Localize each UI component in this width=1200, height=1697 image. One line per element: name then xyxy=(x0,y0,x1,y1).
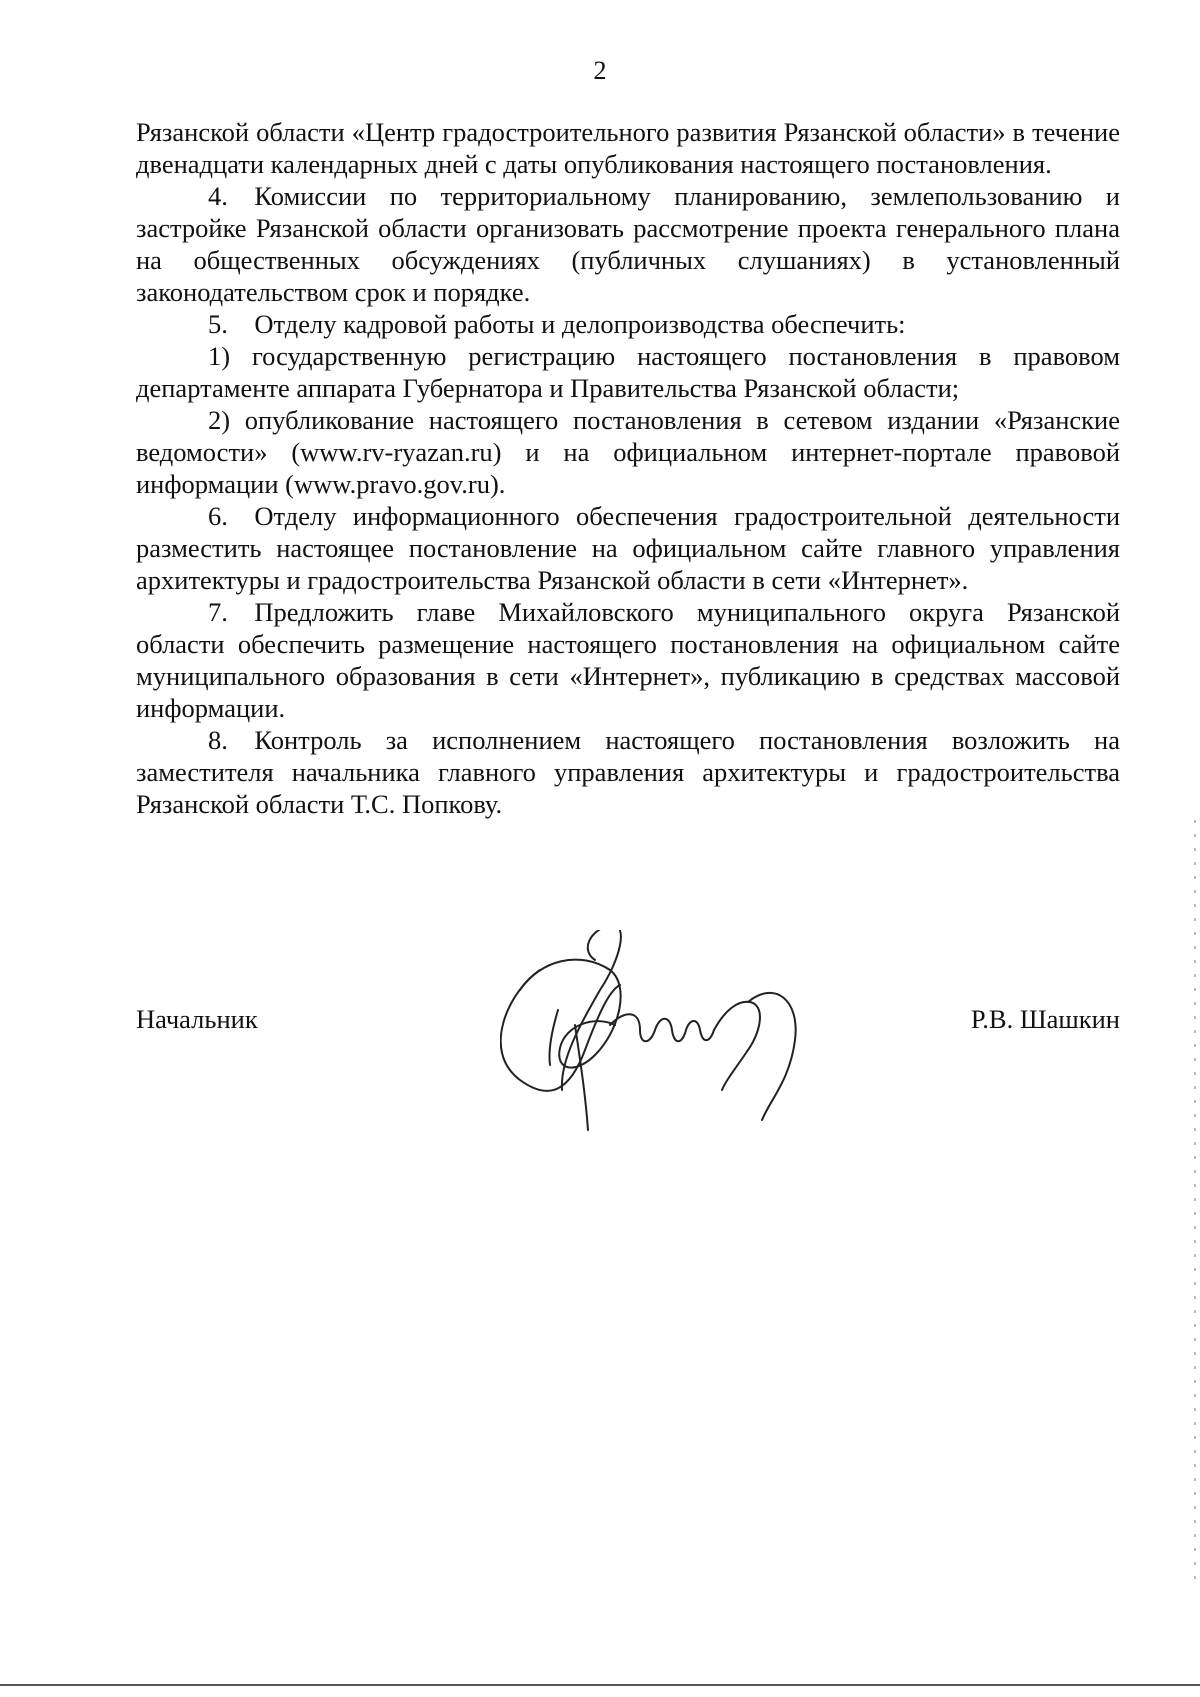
paragraph-item-7: 7. Предложить главе Михайловского муниципального округа Рязанской области обеспечить размещение настоящего постановления на официальном сайте муниципального образования в сети «Интернет», публикацию в средствах массовой информации. xyxy=(136,597,1120,723)
paragraph-item-6: 6. Отделу информационного обеспечения градостроительной деятельности разместить настоящее постановление на официальном сайте главного управления архитектуры и градостроительства Рязанской области в сети «Интернет». xyxy=(136,501,1120,595)
scan-bottom-line xyxy=(0,1684,1200,1686)
scan-edge-noise xyxy=(1194,820,1196,1580)
paragraph-subitem-1: 1) государственную регистрацию настоящего постановления в правовом департаменте аппарата Губернатора и Правительства Рязанской области; xyxy=(136,341,1120,403)
paragraph-item-4: 4. Комиссии по территориальному планированию, землепользованию и застройке Рязанской области организовать рассмотрение проекта генерального плана на общественных обсуждениях (публичных слушаниях) в установленный законодательством срок и порядке. xyxy=(136,181,1120,307)
paragraph-item-5: 5. Отделу кадровой работы и делопроизводства обеспечить: xyxy=(208,309,906,339)
position-title: Начальник xyxy=(136,1004,258,1034)
document-body xyxy=(136,116,1120,820)
handwritten-signature xyxy=(500,930,880,1150)
paragraph-continuation: Рязанской области «Центр градостроительного развития Рязанской области» в течение двенадцати календарных дней с даты опубликования настоящего постановления. xyxy=(136,117,1120,179)
page-number: 2 xyxy=(593,56,607,85)
signature-block xyxy=(136,1004,1120,1035)
paragraph-item-8: 8. Контроль за исполнением настоящего постановления возложить на заместителя начальника главного управления архитектуры и градостроительства Рязанской области Т.С. Попкову. xyxy=(136,725,1120,819)
signer-name: Р.В. Шашкин xyxy=(970,1004,1120,1034)
paragraph-subitem-2: 2) опубликование настоящего постановления в сетевом издании «Рязанские ведомости» (www.rv-ryazan.ru) и на официальном интернет-портале правовой информации (www.pravo.gov.ru). xyxy=(136,405,1120,499)
